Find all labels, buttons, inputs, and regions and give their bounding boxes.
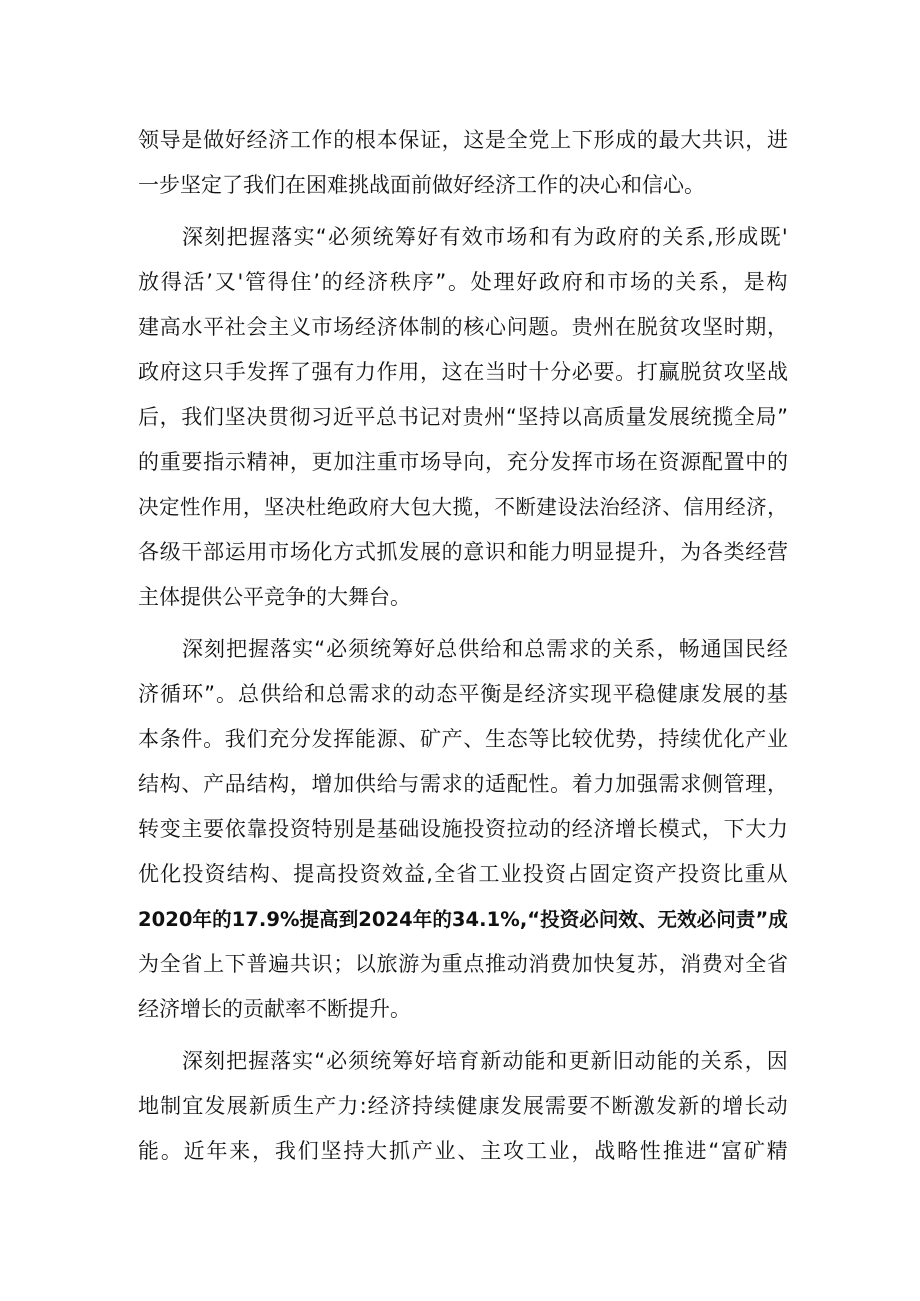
- text-line: 经济增长的贡献率不断提升。: [138, 997, 411, 1021]
- paragraph-4: [138, 1039, 788, 1174]
- text-line: 各 级 干 部 运 用 市 场 化 方 式 抓 发 展 的 意 识 和 能 力 明 显 提 升 ， 为 各 类 经 营: [138, 540, 788, 564]
- text-line: 的 重 要 指 示 精 神 ， 更 加 注 重 市 场 导 向 ， 充 分 发 挥 市 场 在 资 源 配 置 中 的: [138, 450, 788, 474]
- text-line: 领 导 是 做 好 经 济 工 作 的 根 本 保 证 ， 这 是 全 党 上 下 形 成 的 最 大 共 识 ， 进: [138, 128, 788, 152]
- paragraph-2: [138, 215, 788, 620]
- paragraph-1: [138, 118, 788, 208]
- text-line: 能 。 近 年 来 ， 我 们 坚 持 大 抓 产 业 、 主 攻 工 业 ， 战 略 性 推 进 “ 富 矿 精: [138, 1139, 788, 1163]
- text-line: 一步坚定了我们在困难挑战面前做好经济工作的决心和信心。: [138, 173, 705, 197]
- text-line: 放 得 活 ’ 又 ' 管 得 住 ’ 的 经 济 秩 序 ” 。 处 理 好 政 府 和 市 场 的 关 系 ， 是 构: [138, 270, 788, 294]
- text-line: 本 条 件 。 我 们 充 分 发 挥 能 源 、 矿 产 、 生 态 等 比 较 优 势 ， 持 续 优 化 产 业: [138, 727, 788, 751]
- text-line: 济 循 环 ” 。 总 供 给 和 总 需 求 的 动 态 平 衡 是 经 济 实 现 平 稳 健 康 发 展 的 基: [138, 682, 788, 706]
- text-line: 深 刻 把 握 落 实 “ 必 须 统 筹 好 总 供 给 和 总 需 求 的 关 系 ， 畅 通 国 民 经: [182, 637, 788, 661]
- text-line: 政 府 这 只 手 发 挥 了 强 有 力 作 用 ， 这 在 当 时 十 分 必 要 。 打 赢 脱 贫 攻 坚 战: [138, 360, 788, 384]
- paragraph-3: [138, 627, 788, 1032]
- document-page: [138, 118, 788, 1174]
- text-line: 优 化 投 资 结 构 、 提 高 投 资 效 益 , 全 省 工 业 投 资 占 固 定 资 产 投 资 比 重 从: [138, 862, 788, 886]
- text-line: 深 刻 把 握 落 实 “ 必 须 统 筹 好 培 育 新 动 能 和 更 新 旧 动 能 的 关 系 ， 因: [182, 1049, 788, 1073]
- text-line: 建 高 水 平 社 会 主 义 市 场 经 济 体 制 的 核 心 问 题 。 贵 州 在 脱 贫 攻 坚 时 期 ，: [138, 315, 788, 339]
- text-line: 决 定 性 作 用 ， 坚 决 杜 绝 政 府 大 包 大 揽 ， 不 断 建 设 法 治 经 济 、 信 用 经 济 ，: [138, 495, 788, 519]
- text-line: 为 全 省 上 下 普 遍 共 识 ； 以 旅 游 为 重 点 推 动 消 费 加 快 复 苏 ， 消 费 对 全 省: [138, 952, 788, 976]
- text-line: 结 构 、 产 品 结 构 ， 增 加 供 给 与 需 求 的 适 配 性 。 着 力 加 强 需 求 侧 管 理 ，: [138, 772, 788, 796]
- text-line: 主体提供公平竞争的大舞台。: [138, 585, 411, 609]
- text-line: 深 刻 把 握 落 实 “ 必 须 统 筹 好 有 效 市 场 和 有 为 政 府 的 关 系 , 形 成 既 ': [182, 225, 788, 249]
- text-line: 2 0 2 0 年 的 1 7 . 9 % 提 高 到 2 0 2 4 年 的 3 4 . 1 % , “ 投 资 必 问 效 、 无 效 必 问 责 ” 成: [138, 908, 788, 931]
- text-line: 后 ， 我 们 坚 决 贯 彻 习 近 平 总 书 记 对 贵 州 “ 坚 持 以 高 质 量 发 展 统 揽 全 局 ”: [138, 405, 788, 429]
- text-line: 地 制 宜 发 展 新 质 生 产 力 : 经 济 持 续 健 康 发 展 需 要 不 断 激 发 新 的 增 长 动: [138, 1094, 788, 1118]
- text-line: 转 变 主 要 依 靠 投 资 特 别 是 基 础 设 施 投 资 拉 动 的 经 济 增 长 模 式 ， 下 大 力: [138, 817, 788, 841]
